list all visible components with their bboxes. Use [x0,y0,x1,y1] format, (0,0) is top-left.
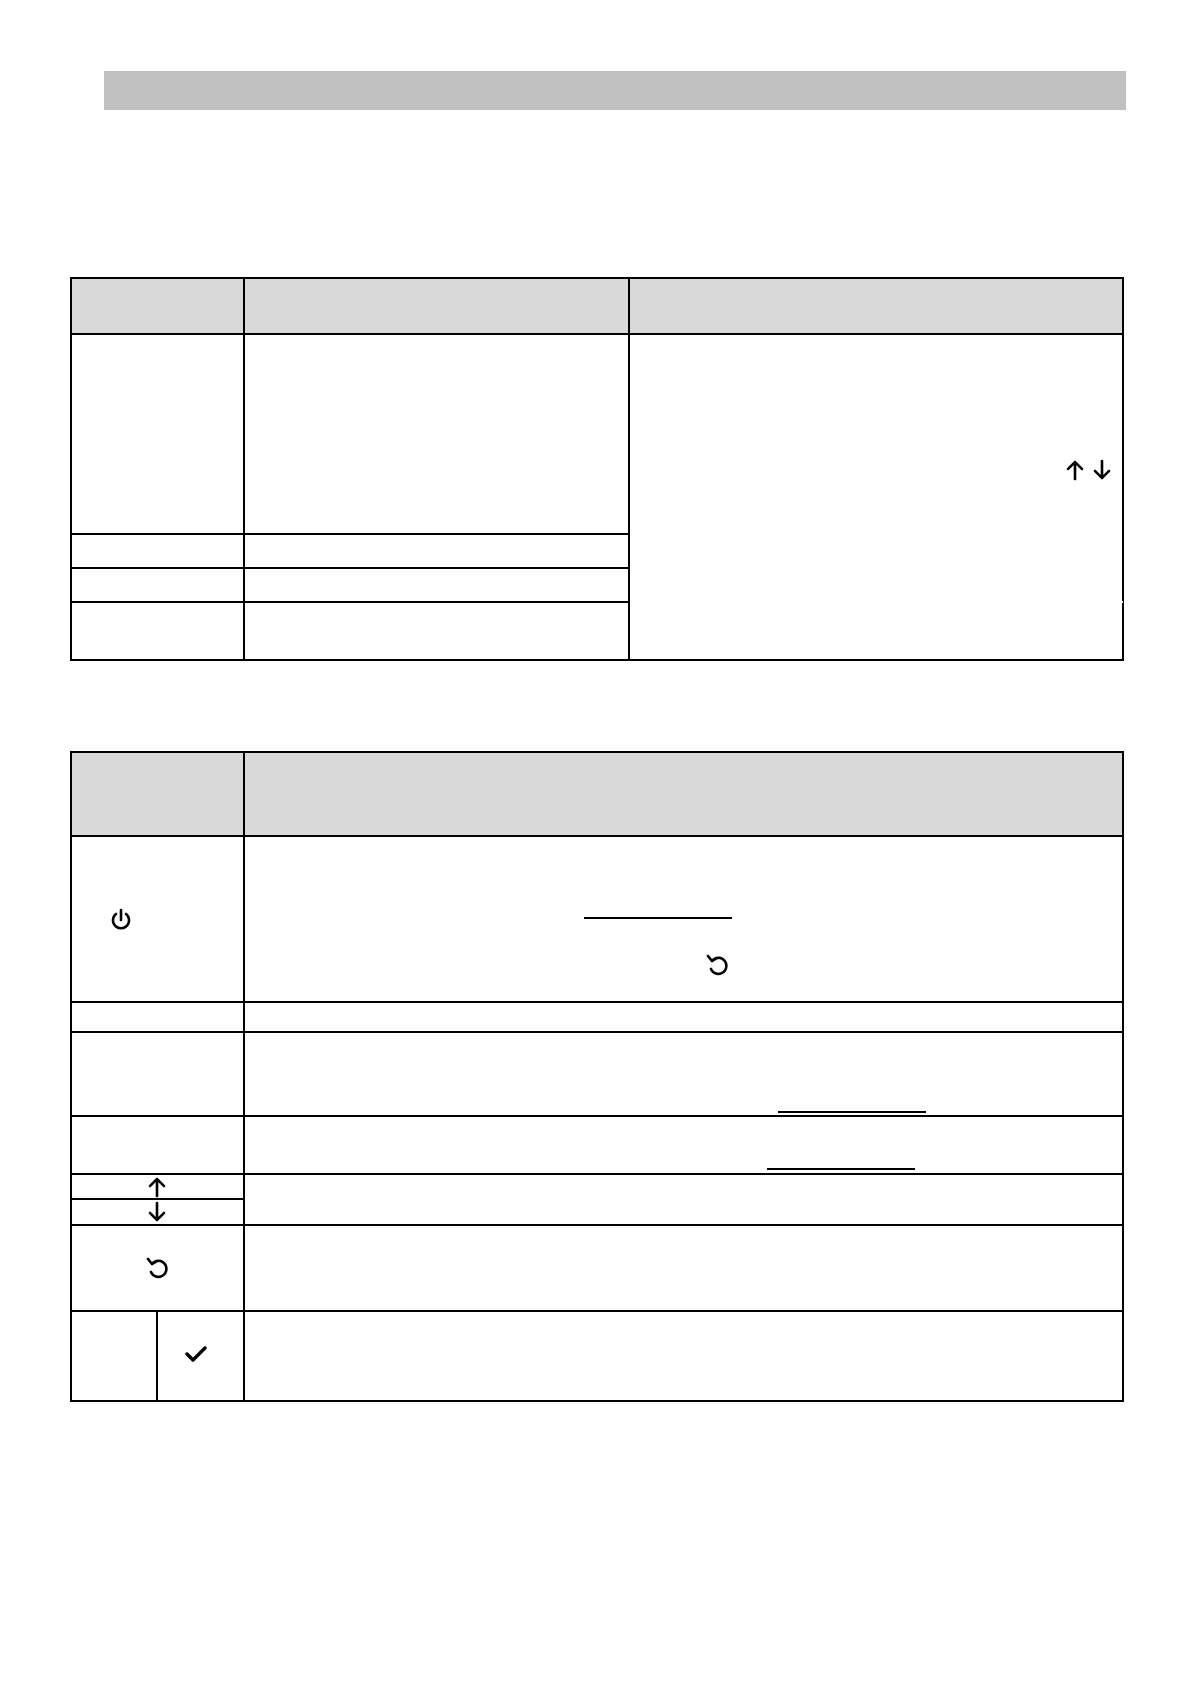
table2-row1-desc [245,837,1122,1001]
arrow-down-icon [1091,458,1113,482]
undo-icon [704,951,730,979]
table2-row1-key [72,837,243,1001]
table1-header-col1 [72,279,243,333]
arrow-down-icon [146,1200,168,1223]
power-icon [108,906,134,934]
table2-row4-key [72,1117,243,1173]
settings-table [70,277,1124,661]
table2-row4-desc [245,1117,1122,1173]
arrow-up-icon [1064,458,1086,482]
arrow-up-icon [146,1175,168,1198]
undo-icon [144,1254,170,1282]
table2-row6-desc [245,1226,1122,1310]
table1-header-col3 [630,279,1122,333]
table1-row4-col1 [72,603,243,659]
table1-header-col2 [245,279,628,333]
table1-row1-col2 [245,335,628,533]
table2-row7-key-left [72,1312,156,1400]
table2-row2-desc [245,1003,1122,1031]
table1-row3-col2 [245,569,628,601]
table1-col3-merged [630,335,1122,659]
table1-row2-col2 [245,535,628,567]
check-icon [183,1342,209,1366]
table2-row3-desc [245,1033,1122,1115]
table2-row7-desc [245,1312,1122,1400]
table2-row5-desc [245,1175,1122,1223]
table1-row2-col1 [72,535,243,567]
row3-underline [778,1111,926,1113]
table1-row1-col1 [72,335,243,533]
table2-header-key [72,753,243,835]
keys-table [70,751,1124,1402]
table2-row2-key [72,1003,243,1031]
row4-underline [767,1168,915,1170]
table2-row3-key [72,1033,243,1115]
row1-underline [584,917,732,919]
table1-row4-col2 [245,603,628,659]
table2-header-function [245,753,1122,835]
section-title-bar [104,71,1126,110]
table1-row3-col1 [72,569,243,601]
